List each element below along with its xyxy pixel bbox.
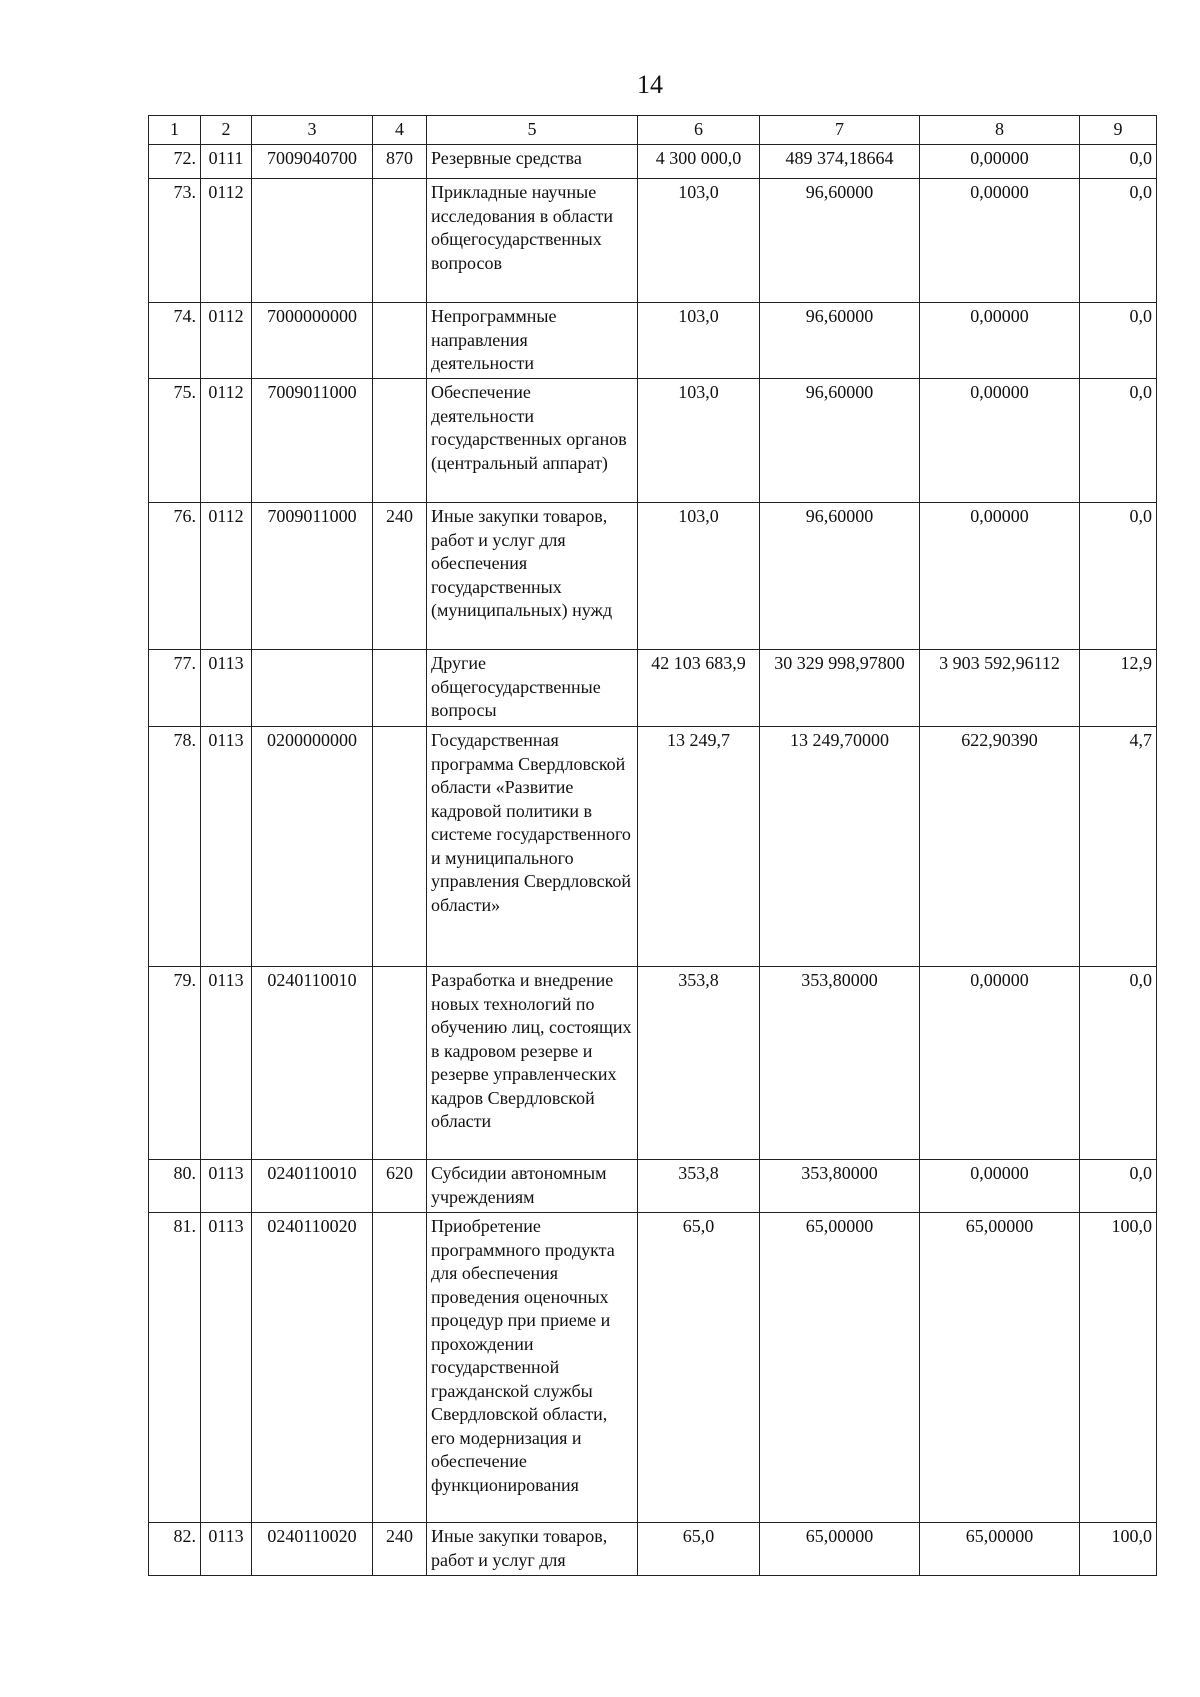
plan-amount: 4 300 000,0 xyxy=(638,145,760,179)
limit-amount: 13 249,70000 xyxy=(760,727,920,967)
limit-amount: 30 329 998,97800 xyxy=(760,650,920,727)
table-row xyxy=(149,1523,1157,1576)
row-number: 75. xyxy=(149,379,201,503)
column-header: 3 xyxy=(252,116,373,145)
column-header: 9 xyxy=(1080,116,1157,145)
limit-amount: 96,60000 xyxy=(760,379,920,503)
executed-amount: 0,00000 xyxy=(920,179,1080,303)
execution-percent: 0,0 xyxy=(1080,503,1157,650)
item-name: Субсидии автономным учреждениям xyxy=(427,1160,638,1213)
executed-amount: 0,00000 xyxy=(920,1160,1080,1213)
target-article-code xyxy=(252,650,373,727)
column-header: 1 xyxy=(149,116,201,145)
limit-amount: 65,00000 xyxy=(760,1213,920,1523)
executed-amount: 0,00000 xyxy=(920,303,1080,379)
expense-type-code xyxy=(373,650,427,727)
table-row xyxy=(149,727,1157,967)
column-header: 4 xyxy=(373,116,427,145)
execution-percent: 0,0 xyxy=(1080,179,1157,303)
plan-amount: 353,8 xyxy=(638,967,760,1160)
section-code: 0113 xyxy=(201,650,252,727)
row-number: 80. xyxy=(149,1160,201,1213)
limit-amount: 65,00000 xyxy=(760,1523,920,1576)
column-header: 2 xyxy=(201,116,252,145)
execution-percent: 0,0 xyxy=(1080,303,1157,379)
row-number: 78. xyxy=(149,727,201,967)
item-name: Обеспечение деятельности государственных органов (центральный аппарат) xyxy=(427,379,638,503)
column-header: 5 xyxy=(427,116,638,145)
table-row xyxy=(149,303,1157,379)
table-row xyxy=(149,650,1157,727)
executed-amount: 65,00000 xyxy=(920,1523,1080,1576)
execution-percent: 12,9 xyxy=(1080,650,1157,727)
execution-percent: 0,0 xyxy=(1080,379,1157,503)
row-number: 72. xyxy=(149,145,201,179)
target-article-code: 7009011000 xyxy=(252,503,373,650)
table-row xyxy=(149,1160,1157,1213)
table-row xyxy=(149,145,1157,179)
column-header: 7 xyxy=(760,116,920,145)
target-article-code xyxy=(252,179,373,303)
expense-type-code: 870 xyxy=(373,145,427,179)
section-code: 0113 xyxy=(201,1160,252,1213)
execution-percent: 100,0 xyxy=(1080,1523,1157,1576)
section-code: 0113 xyxy=(201,1213,252,1523)
executed-amount: 3 903 592,96112 xyxy=(920,650,1080,727)
plan-amount: 353,8 xyxy=(638,1160,760,1213)
row-number: 77. xyxy=(149,650,201,727)
target-article-code: 7000000000 xyxy=(252,303,373,379)
executed-amount: 0,00000 xyxy=(920,967,1080,1160)
limit-amount: 96,60000 xyxy=(760,179,920,303)
target-article-code: 0240110010 xyxy=(252,967,373,1160)
expense-type-code xyxy=(373,379,427,503)
row-number: 74. xyxy=(149,303,201,379)
section-code: 0113 xyxy=(201,967,252,1160)
table-row xyxy=(149,503,1157,650)
expense-type-code: 620 xyxy=(373,1160,427,1213)
execution-percent: 0,0 xyxy=(1080,145,1157,179)
target-article-code: 0240110020 xyxy=(252,1213,373,1523)
row-number: 73. xyxy=(149,179,201,303)
target-article-code: 0240110020 xyxy=(252,1523,373,1576)
table-row xyxy=(149,967,1157,1160)
target-article-code: 7009040700 xyxy=(252,145,373,179)
executed-amount: 0,00000 xyxy=(920,145,1080,179)
executed-amount: 65,00000 xyxy=(920,1213,1080,1523)
plan-amount: 42 103 683,9 xyxy=(638,650,760,727)
plan-amount: 103,0 xyxy=(638,379,760,503)
section-code: 0113 xyxy=(201,1523,252,1576)
column-header: 6 xyxy=(638,116,760,145)
plan-amount: 65,0 xyxy=(638,1523,760,1576)
row-number: 82. xyxy=(149,1523,201,1576)
expense-type-code xyxy=(373,1213,427,1523)
expense-type-code: 240 xyxy=(373,503,427,650)
budget-table xyxy=(148,115,1157,1576)
item-name: Государственная программа Свердловской области «Развитие кадровой политики в системе государственного и муниципального управления Свердловской области» xyxy=(427,727,638,967)
item-name: Иные закупки товаров, работ и услуг для обеспечения государственных (муниципальных) нужд xyxy=(427,503,638,650)
plan-amount: 103,0 xyxy=(638,503,760,650)
plan-amount: 103,0 xyxy=(638,303,760,379)
item-name: Разработка и внедрение новых технологий по обучению лиц, состоящих в кадровом резерве и резерве управленческих кадров Свердловской области xyxy=(427,967,638,1160)
limit-amount: 489 374,18664 xyxy=(760,145,920,179)
limit-amount: 96,60000 xyxy=(760,303,920,379)
row-number: 81. xyxy=(149,1213,201,1523)
limit-amount: 96,60000 xyxy=(760,503,920,650)
execution-percent: 4,7 xyxy=(1080,727,1157,967)
execution-percent: 0,0 xyxy=(1080,967,1157,1160)
page-number: 14 xyxy=(637,70,663,99)
item-name: Иные закупки товаров, работ и услуг для xyxy=(427,1523,638,1576)
section-code: 0112 xyxy=(201,503,252,650)
table-row xyxy=(149,379,1157,503)
section-code: 0112 xyxy=(201,303,252,379)
expense-type-code xyxy=(373,303,427,379)
execution-percent: 0,0 xyxy=(1080,1160,1157,1213)
item-name: Другие общегосударственные вопросы xyxy=(427,650,638,727)
section-code: 0112 xyxy=(201,179,252,303)
section-code: 0111 xyxy=(201,145,252,179)
column-header: 8 xyxy=(920,116,1080,145)
target-article-code: 0240110010 xyxy=(252,1160,373,1213)
item-name: Приобретение программного продукта для обеспечения проведения оценочных процедур при приеме и прохождении государственной гражданской службы Свердловской области, его модернизация и обеспечение функционирования xyxy=(427,1213,638,1523)
target-article-code: 0200000000 xyxy=(252,727,373,967)
section-code: 0112 xyxy=(201,379,252,503)
plan-amount: 65,0 xyxy=(638,1213,760,1523)
executed-amount: 0,00000 xyxy=(920,503,1080,650)
executed-amount: 0,00000 xyxy=(920,379,1080,503)
table-row xyxy=(149,179,1157,303)
limit-amount: 353,80000 xyxy=(760,1160,920,1213)
execution-percent: 100,0 xyxy=(1080,1213,1157,1523)
expense-type-code: 240 xyxy=(373,1523,427,1576)
item-name: Резервные средства xyxy=(427,145,638,179)
expense-type-code xyxy=(373,727,427,967)
expense-type-code xyxy=(373,179,427,303)
row-number: 79. xyxy=(149,967,201,1160)
limit-amount: 353,80000 xyxy=(760,967,920,1160)
target-article-code: 7009011000 xyxy=(252,379,373,503)
item-name: Непрограммные направления деятельности xyxy=(427,303,638,379)
expense-type-code xyxy=(373,967,427,1160)
plan-amount: 13 249,7 xyxy=(638,727,760,967)
table-header-row xyxy=(149,116,1157,145)
row-number: 76. xyxy=(149,503,201,650)
executed-amount: 622,90390 xyxy=(920,727,1080,967)
plan-amount: 103,0 xyxy=(638,179,760,303)
table-row xyxy=(149,1213,1157,1523)
item-name: Прикладные научные исследования в области общегосударственных вопросов xyxy=(427,179,638,303)
section-code: 0113 xyxy=(201,727,252,967)
